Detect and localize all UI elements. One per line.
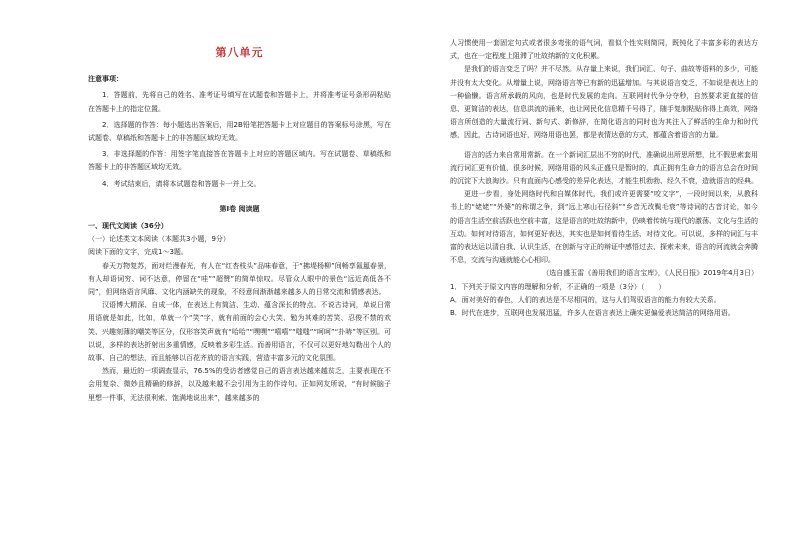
passage-paragraph: 汉语博大精深、自成一体，在表达上有简洁、生动、蕴含深长的特点。不说古诗词，单说日常用语就是如此，比如，单就一个“笑”字，就有前面的会心大笑、勉为其难的苦笑、忍俊不禁的欢笑、兴趣刻薄的嘲笑等区分，仅形容笑声就有“哈哈”“嘿嘿”“嘻嘻”“嗤嗤”“呵呵”“扑哧”等区别。可以说，多样的表达折射出多重情感，反映着多彩生活。而善用语言，不仅可以更好地勾勒出个人的故事、自己的想法，而且能够以百花齐放的语言实践，营造丰富多元的文化氛围。 [88,301,391,363]
passage-paragraph: 语言的活力来自常用常新。在一个新词汇层出不穷的时代，准确说出所思所想，比不假思索套用流行词汇更有价值，很多时候，网络用语的风头正盛只是暂时的，真正拥有生命力的语言总会在时间的沉淀下大浪淘沙。只有直面内心感受的差异化表达，才能生机勃勃、经久不衰，造就语言的经典。 [450,150,758,186]
notice-item: 2．选择题的作答：每小题选出答案后，用2B铅笔把答题卡上对应题目的答案标号涂黑，写在试题卷、草稿纸和答题卡上的非答题区域均无效。 [88,120,391,143]
question-option-b: B．时代在进步，互联网也发展迅猛，许多人在语言表达上确实更偏爱表达简洁的网络用语。 [450,309,735,318]
notice-item: 3．非选择题的作答：用签字笔直接答在答题卡上对应的答题区域内。写在试题卷、草稿纸和答题卡上的非答题区域均无效。 [88,150,391,172]
passage-paragraph: 更进一步看，身处网络时代和自媒体时代，我们或许更需要“咬文字”，一段时间以来，从教科书上的“姥姥”“外婆”的称谓之争，到“远上寒山石径斜”“乡音无改鬓毛衰”等诗词的古音讨论，如今的语言生活空前活跃也空前丰富，这是语言的吐故纳新中，仍映着传统与现代的激荡、文化与生活的互动。如何对待语言，如何更好表达，其实也是如何看待生活、对待文化。可以说，多样的词汇与丰富的表达运以清自我、认识生活，在创新与守正的辩证中感悟过去、探索未来，语言的河流就会奔腾不息，交流与沟通就能心心相印。 [450,190,758,265]
passage-paragraph: 然而，最近的一项调查显示，76.5%的受访者感觉自己的语言表达越来越贫乏，主要表现在不会用复杂、微妙且精确的修辞，以及越来越不会引用为主的作诗句。正如网友所说，“有时候脑子里想一件事，无法很利索、饱满地说出来”，越来越多的 [88,367,391,402]
notice-heading: 注意事项： [88,75,123,84]
passage-paragraph: 人习惯使用一套固定句式或者很多弯张的语气词，看似个性实则简同，既钝化了丰富多彩的表达方式，也在一定程度上阻滞了吐故纳新的文化积累。 [450,39,758,61]
sub1-heading: （一）论述类文本阅读（本题共3小题，9分） [88,235,230,244]
notice-item: 4．考试结束后，请将本试题卷和答题卡一并上交。 [102,179,261,188]
section-title: 第Ⅰ卷 阅读题 [219,204,260,213]
part1-heading: 一、现代文阅读（36分） [88,222,168,231]
question-stem: 1．下列关于原文内容的理解和分析，不正确的一项是（3分）（ ） [450,282,666,291]
question-option-a: A．面对美好的春色，人们的表达是不尽相同的，这与人们驾驭语言的能力有较大关系。 [450,295,721,304]
sub1-instruction: 阅读下面的文字，完成1～3题。 [88,248,188,257]
passage-paragraph: 春天万物复苏，面对烂漫春光，有人在“红杏枝头”品味春意，于“拂堤杨柳”间畅享氤氲春景，有人却语词穷、词不达意，停留在“哇”“超赞”的简单惊叹。尽管众人眼中的景色“远近高低各不同”，但网络语言风靡、文化内涵缺失的现象，不经意间渐渐越来越多人的日常交流和情感表达。 [88,261,391,297]
passage-paragraph: 是我们的语言变乏了吗？并不尽然。从存量上来说，我们词汇、句子、曲故等语料的多少，可能并没有太大变化。从增量上说，网络语言等已有新的迅猛增加。与其说语言变乏，不如说是表达上的一种偷懒。语言所承载的风向，也是时代发展的走向。互联网时代争分夺秒，自然要求更直接的信息、更简洁的表达，信息洪流的涌来，也让网民化信息精千号得了，随手复制粘贴你得上高效，网络语言所创造的大量流行词、新句式、新修辞，在简化语言的同时也为其注入了鲜活的生命力和时代感，因此，古诗词语也好，网络用语也罢，都是表情达意的方式，都蕴含着语言的力量。 [450,65,758,140]
notice-item: 1．答题前，先将自己的姓名、准考证号填写在试题卷和答题卡上，并将准考证号条形码粘贴在答题卡上的指定位置。 [88,91,391,113]
unit-title: 第八单元 [215,46,264,59]
citation: （选自盛玉雷《善用我们的语言宝库》，《人民日报》2019年4月3日） [542,269,758,278]
right-column [450,37,758,320]
left-column [88,0,391,405]
